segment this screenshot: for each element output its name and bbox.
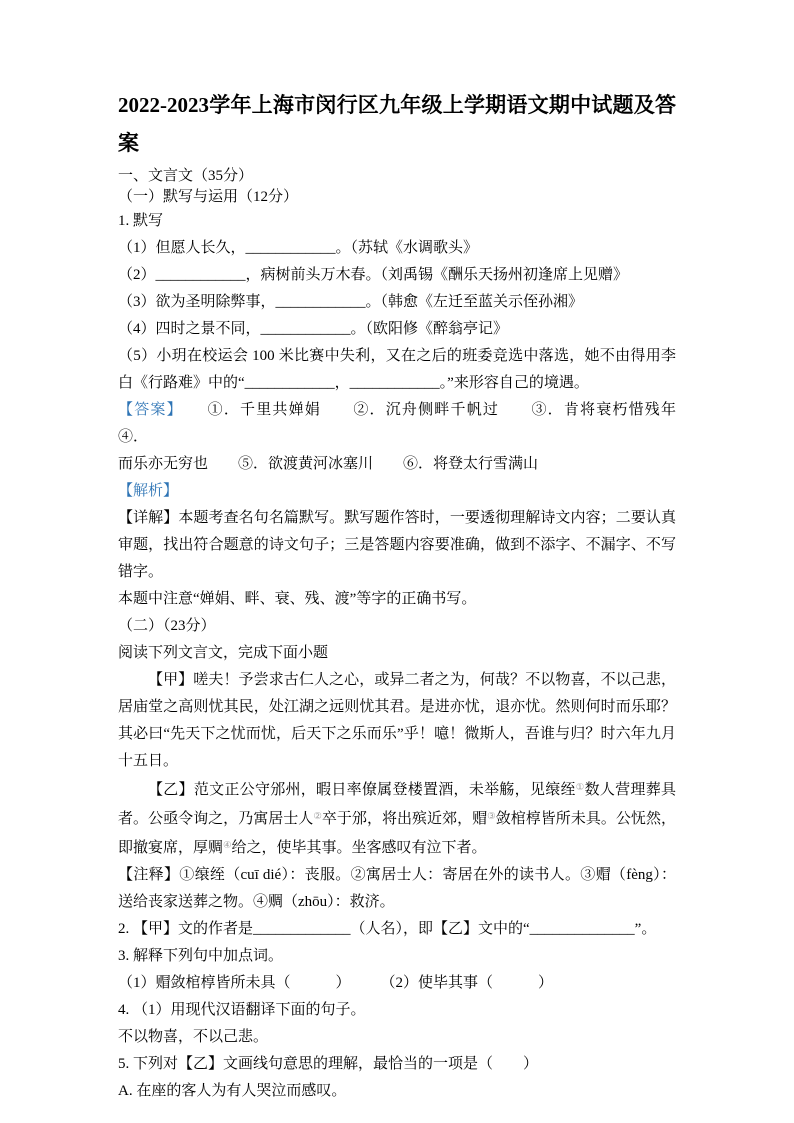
q5-stem	[118, 1051, 676, 1078]
text-run: 而乐亦无穷也 ⑤．欲渡黄河冰塞川 ⑥．将登太行雪满山	[118, 456, 539, 472]
text-run: （4）四时之景不同，____________。（欧阳修《醉翁亭记》	[118, 321, 509, 337]
text-run: 阅读下列文言文，完成下面小题	[118, 645, 329, 661]
text-run: 卒于邠，将出殡近郊，赗	[321, 811, 488, 827]
text-run: 一、文言文（35分）	[118, 168, 254, 184]
answer-key-label: 【答案】	[118, 402, 176, 418]
text-run: 【甲】嗟夫！予尝求古仁人之心，或异二者之为，何哉？不以物喜，不以己悲，居庙堂之高则忧其民，处江湖之远则忧其君。是进亦忧，退亦忧。然则何时而乐耶？其必曰“先天下之忧而忧，后天下之乐而乐”乎！噫！微斯人，吾谁与归？时六年九月十五日。	[118, 672, 676, 769]
document-title: 2022-2023学年上海市闵行区九年级上学期语文期中试题及答案	[118, 93, 676, 155]
text-run: 3. 解释下列句中加点词。	[118, 948, 284, 964]
text-run: 4. （1）用现代汉语翻译下面的句子。	[118, 1002, 366, 1018]
text-run: 5. 下列对【乙】文画线句意思的理解，最恰当的一项是（ ）	[118, 1056, 539, 1072]
q4-sentence	[118, 1024, 676, 1051]
document-body	[118, 166, 706, 1105]
text-run: A. 在座的客人为有人哭泣而感叹。	[118, 1083, 347, 1099]
passage-yi	[118, 775, 676, 862]
text-run: （二）（23分）	[118, 618, 216, 634]
text-run: （3）欲为圣明除弊事，____________。（韩愈《左迁至蓝关示侄孙湘》	[118, 294, 584, 310]
q2-stem	[118, 916, 676, 943]
text-run: 【乙】范文正公守邠州，暇日率僚属登楼置酒，未举觞，见缞绖	[148, 782, 576, 798]
q1-stem	[118, 208, 676, 235]
text-run: （1）赗敛棺椁皆所未具（ ） （2）使毕其事（ ）	[118, 975, 554, 991]
reading-instruction	[118, 640, 676, 667]
footnote-ref: ①	[575, 783, 585, 793]
section-1-heading	[118, 166, 676, 187]
subsection-2-heading	[118, 613, 676, 640]
q1-answer	[118, 397, 706, 478]
q1-analysis-detail	[118, 505, 676, 586]
q4-stem	[118, 997, 676, 1024]
text-run: 【详解】本题考查名句名篇默写。默写题作答时，一要透彻理解诗文内容；二要认真审题，找出符合题意的诗文句子；三是答题内容要准确，做到不添字、不漏字、不写错字。	[118, 510, 676, 580]
answer-key-label: 【解析】	[118, 483, 179, 499]
q5-option-a	[118, 1078, 676, 1105]
text-run: ①．千里共婵娟 ②．沉舟侧畔千帆过 ③．肯将衰朽惜残年 ④．	[118, 402, 706, 445]
passage-notes	[118, 862, 676, 916]
text-run: （1）但愿人长久，____________。（苏轼《水调歌头》	[118, 240, 479, 256]
text-run: （5）小玥在校运会 100 米比赛中失利，又在之后的班委竞选中落选，她不由得用李白《行路难》中的“____________，____________。”来形容自己的境遇。	[118, 348, 676, 391]
text-run: 本题中注意“婵娟、畔、衰、残、渡”等字的正确书写。	[118, 591, 477, 607]
q1-item-2	[118, 262, 676, 289]
q1-item-1	[118, 235, 676, 262]
q3-stem	[118, 943, 676, 970]
footnote-ref: ②	[313, 812, 322, 822]
passage-jia	[118, 667, 676, 775]
q1-analysis-note	[118, 586, 676, 613]
text-run: 2. 【甲】文的作者是_____________（人名），即【乙】文中的“______________”。	[118, 921, 657, 937]
text-run: 不以物喜，不以己悲。	[118, 1029, 269, 1045]
footnote-ref: ③	[487, 812, 496, 822]
q1-item-3	[118, 289, 676, 316]
q3-items	[118, 970, 676, 997]
text-run: 【注释】①缞绖（cuī dié）：丧服。②寓居士人：寄居在外的读书人。③赗（fèng）：送给丧家送葬之物。④赒（zhōu）：救济。	[118, 867, 676, 910]
text-run: （2）____________，病树前头万木春。（刘禹锡《酬乐天扬州初逢席上见赠》	[118, 267, 629, 283]
subsection-1-heading	[118, 187, 676, 208]
text-run: 给之，使毕其事。坐客感叹有泣下者。	[231, 840, 487, 856]
text-run: （一）默写与运用（12分）	[118, 189, 299, 205]
text-run: 数人营理葬具者。公亟令询之，乃寓居士人	[118, 782, 676, 827]
q1-item-5	[118, 343, 676, 397]
footnote-ref: ④	[223, 841, 232, 851]
q1-analysis-label	[118, 478, 676, 505]
text-run: 敛棺椁皆所未具。公怃然，即撤宴席，厚赒	[118, 811, 676, 856]
text-run: 1. 默写	[118, 213, 164, 229]
q1-item-4	[118, 316, 676, 343]
